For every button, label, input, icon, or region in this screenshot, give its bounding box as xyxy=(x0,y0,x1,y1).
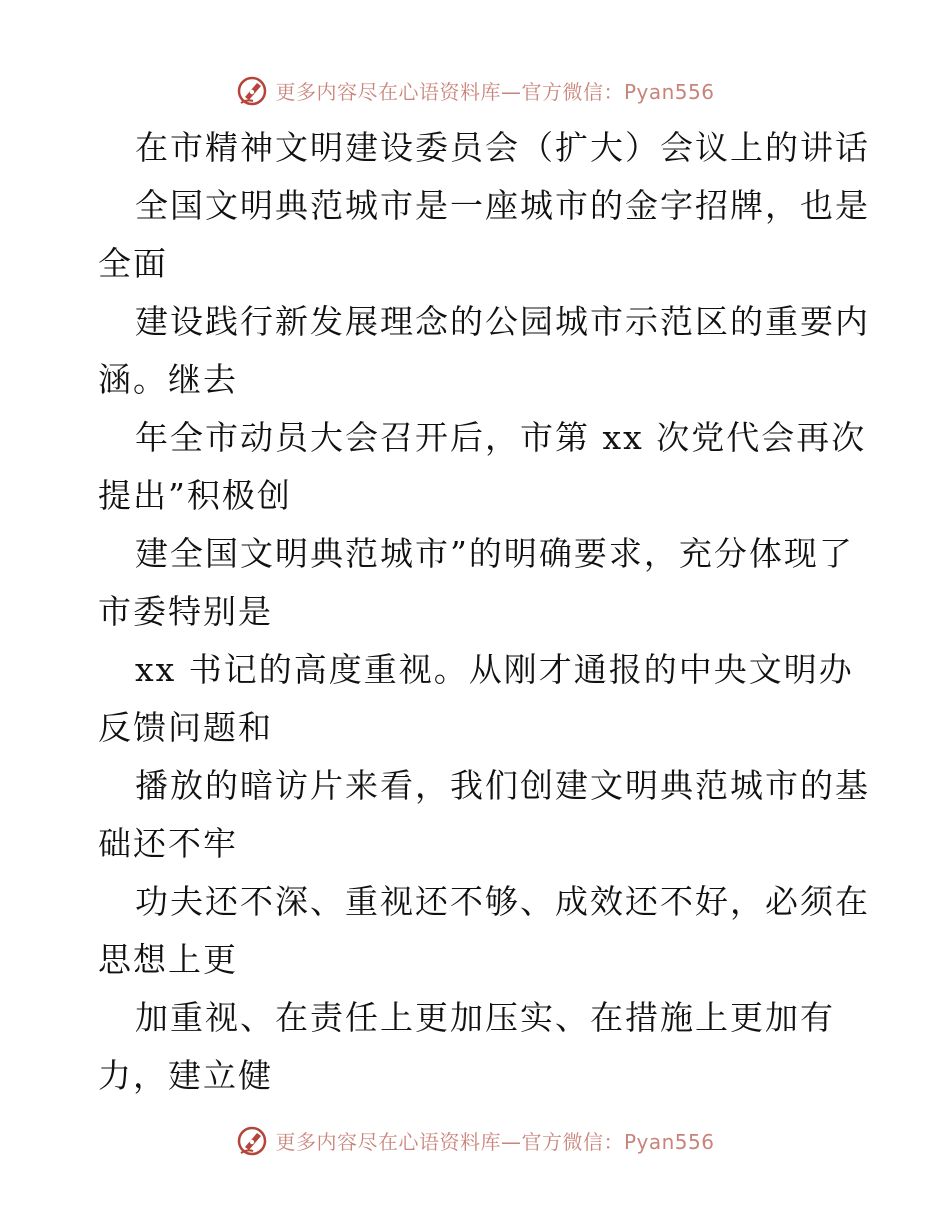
paragraph-line: 全国文明典范城市是一座城市的金字招牌，也是 xyxy=(135,186,870,225)
paragraph-line: 建全国文明典范城市”的明确要求，充分体现了 xyxy=(135,534,854,573)
header-banner-separator: — xyxy=(500,79,522,104)
header-banner-title: 更多内容尽在心语资料库 xyxy=(275,79,501,104)
paragraph-line: 全面 xyxy=(98,244,168,283)
footer-banner-title: 更多内容尽在心语资料库 xyxy=(275,1129,501,1154)
paragraph-line: 建设践行新发展理念的公园城市示范区的重要内 xyxy=(135,302,870,341)
paragraph-line: 涵。继去 xyxy=(98,360,238,399)
header-banner-text xyxy=(275,76,714,105)
header-banner xyxy=(0,70,950,110)
paragraph-line: xx 书记的高度重视。从刚才通报的中央文明办 xyxy=(135,650,854,689)
pen-nib-logo-icon xyxy=(235,1123,269,1157)
document-title: 在市精神文明建设委员会（扩大）会议上的讲话 xyxy=(135,128,870,167)
footer-banner-text xyxy=(275,1126,714,1155)
paragraph-line: 提出”积极创 xyxy=(98,476,292,515)
paragraph-line: 年全市动员大会召开后，市第 xx 次党代会再次 xyxy=(135,418,867,457)
paragraph-line: 播放的暗访片来看，我们创建文明典范城市的基 xyxy=(135,766,870,805)
footer-banner-separator: — xyxy=(500,1129,522,1154)
pen-nib-logo-icon xyxy=(235,73,269,107)
paragraph-line: 力，建立健 xyxy=(98,1056,273,1095)
paragraph-line: 功夫还不深、重视还不够、成效还不好，必须在 xyxy=(135,882,870,921)
paragraph-line: 础还不牢 xyxy=(98,824,238,863)
header-banner-contact: 官方微信：Pyan556 xyxy=(521,79,715,104)
paragraph-line: 思想上更 xyxy=(98,940,238,979)
paragraph-line: 反馈问题和 xyxy=(98,708,273,747)
footer-banner xyxy=(0,1120,950,1160)
paragraph-line: 加重视、在责任上更加压实、在措施上更加有 xyxy=(135,998,835,1037)
footer-banner-contact: 官方微信：Pyan556 xyxy=(521,1129,715,1154)
paragraph-line: 市委特别是 xyxy=(98,592,273,631)
